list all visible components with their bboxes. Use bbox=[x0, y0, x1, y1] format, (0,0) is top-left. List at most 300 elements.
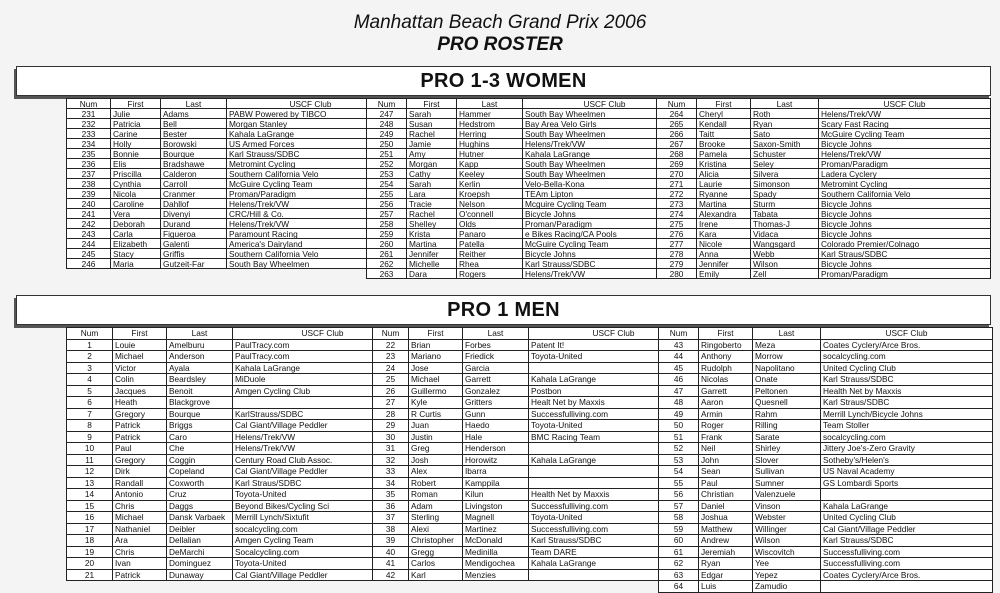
first-name: Roger bbox=[699, 420, 753, 432]
table-row bbox=[373, 443, 699, 455]
rider-number: 38 bbox=[373, 523, 409, 535]
uscf-club: Century Road Club Assoc. bbox=[233, 454, 413, 466]
uscf-club: Toyota-United bbox=[529, 512, 699, 524]
first-name: Aaron bbox=[699, 397, 753, 409]
table-row bbox=[373, 523, 699, 535]
uscf-club: Kahala LaGrange bbox=[821, 500, 993, 512]
table-row bbox=[367, 259, 687, 269]
rider-number: 31 bbox=[373, 443, 409, 455]
first-name: Sterling bbox=[409, 512, 463, 524]
rider-number: 255 bbox=[367, 189, 407, 199]
table-row bbox=[67, 249, 395, 259]
first-name: Elizabeth bbox=[111, 239, 161, 249]
uscf-club: Successfulliving.com bbox=[821, 546, 993, 558]
last-name: Wilson bbox=[753, 535, 821, 547]
table-row bbox=[373, 569, 699, 581]
rider-number: 271 bbox=[657, 179, 697, 189]
uscf-club: Helens/Trek/VW bbox=[819, 149, 991, 159]
rider-number: 46 bbox=[659, 374, 699, 386]
last-name: Medinilla bbox=[463, 546, 529, 558]
first-name: Heath bbox=[113, 397, 167, 409]
table-row bbox=[67, 362, 413, 374]
rider-number: 277 bbox=[657, 239, 697, 249]
rider-number: 1 bbox=[67, 339, 113, 351]
table-row bbox=[659, 374, 993, 386]
column-header: USCF Club bbox=[819, 99, 991, 109]
rider-number: 64 bbox=[659, 581, 699, 593]
last-name: Wilson bbox=[751, 259, 819, 269]
rider-number: 248 bbox=[367, 119, 407, 129]
table-row bbox=[67, 443, 413, 455]
table-row bbox=[367, 269, 687, 279]
uscf-club: Velo-Bella-Kona bbox=[523, 179, 687, 189]
uscf-club: South Bay Wheelmen bbox=[523, 159, 687, 169]
first-name: Karl bbox=[409, 569, 463, 581]
first-name: Patrick bbox=[113, 420, 167, 432]
last-name: Rogers bbox=[457, 269, 523, 279]
table-row bbox=[373, 454, 699, 466]
table-row bbox=[367, 249, 687, 259]
table-row bbox=[67, 569, 413, 581]
last-name: Keeley bbox=[457, 169, 523, 179]
table-row bbox=[659, 385, 993, 397]
first-name: Neil bbox=[699, 443, 753, 455]
rider-number: 252 bbox=[367, 159, 407, 169]
uscf-club: Proman/Paradigm bbox=[227, 189, 395, 199]
table-row bbox=[373, 477, 699, 489]
uscf-club: KarlStrauss/SDBC bbox=[233, 408, 413, 420]
first-name: Guillermo bbox=[409, 385, 463, 397]
column-header: First bbox=[113, 328, 167, 340]
uscf-club: Proman/Paradigm bbox=[523, 219, 687, 229]
first-name: Joshua bbox=[699, 512, 753, 524]
first-name: Shelley bbox=[407, 219, 457, 229]
rider-number: 7 bbox=[67, 408, 113, 420]
first-name: Anna bbox=[697, 249, 751, 259]
first-name: Patrick bbox=[113, 569, 167, 581]
rider-number: 63 bbox=[659, 569, 699, 581]
last-name: Dominguez bbox=[167, 558, 233, 570]
table-row bbox=[657, 239, 991, 249]
uscf-club: Team DARE bbox=[529, 546, 699, 558]
rider-number: 25 bbox=[373, 374, 409, 386]
rider-number: 40 bbox=[373, 546, 409, 558]
last-name: Silvera bbox=[751, 169, 819, 179]
first-name: John bbox=[699, 454, 753, 466]
rider-number: 18 bbox=[67, 535, 113, 547]
uscf-club: Bicycle Johns bbox=[819, 229, 991, 239]
last-name: Gunn bbox=[463, 408, 529, 420]
last-name: Zell bbox=[751, 269, 819, 279]
table-row bbox=[67, 139, 395, 149]
uscf-club: Paramount Racing bbox=[227, 229, 395, 239]
uscf-club: Amgen Cycling Team bbox=[233, 535, 413, 547]
first-name: Deborah bbox=[111, 219, 161, 229]
rider-number: 241 bbox=[67, 209, 111, 219]
first-name: Michael bbox=[113, 351, 167, 363]
table-row bbox=[657, 209, 991, 219]
table-row bbox=[657, 129, 991, 139]
first-name: Victor bbox=[113, 362, 167, 374]
rider-number: 231 bbox=[67, 109, 111, 119]
rider-number: 35 bbox=[373, 489, 409, 501]
uscf-club: US Naval Academy bbox=[821, 466, 993, 478]
uscf-club: Proman/Paradigm bbox=[819, 159, 991, 169]
rider-number: 13 bbox=[67, 477, 113, 489]
uscf-club: Metromint Cycling bbox=[819, 179, 991, 189]
first-name: Krista bbox=[407, 229, 457, 239]
table-row bbox=[657, 269, 991, 279]
uscf-club: socalcycling.com bbox=[821, 351, 993, 363]
uscf-club: Kahala LaGrange bbox=[529, 374, 699, 386]
first-name: Roman bbox=[409, 489, 463, 501]
table-row bbox=[373, 374, 699, 386]
uscf-club: Cal Giant/Village Peddler bbox=[821, 523, 993, 535]
column-header: First bbox=[409, 328, 463, 340]
last-name: Gritters bbox=[463, 397, 529, 409]
last-name: Quesnell bbox=[753, 397, 821, 409]
table-row bbox=[67, 512, 413, 524]
last-name: Meza bbox=[753, 339, 821, 351]
first-name: Elis bbox=[111, 159, 161, 169]
first-name: Alicia bbox=[697, 169, 751, 179]
rider-number: 11 bbox=[67, 454, 113, 466]
table-row bbox=[657, 249, 991, 259]
uscf-club: Bicycle Johns bbox=[523, 209, 687, 219]
uscf-club: United Cycling Club bbox=[821, 512, 993, 524]
table-row bbox=[367, 179, 687, 189]
last-name: Rhea bbox=[457, 259, 523, 269]
first-name: Dara bbox=[407, 269, 457, 279]
rider-number: 4 bbox=[67, 374, 113, 386]
last-name: Caro bbox=[167, 431, 233, 443]
uscf-club: Cal Giant/Village Peddler bbox=[233, 466, 413, 478]
rider-number: 8 bbox=[67, 420, 113, 432]
rider-number: 32 bbox=[373, 454, 409, 466]
table-row bbox=[373, 546, 699, 558]
table-row bbox=[373, 558, 699, 570]
uscf-club: Jittery Joe's-Zero Gravity bbox=[821, 443, 993, 455]
women-section-banner bbox=[16, 66, 991, 96]
column-header: USCF Club bbox=[523, 99, 687, 109]
first-name: Carla bbox=[111, 229, 161, 239]
first-name: Christian bbox=[699, 489, 753, 501]
uscf-club: Scary Fast Racing bbox=[819, 119, 991, 129]
last-name: Hammer bbox=[457, 109, 523, 119]
uscf-club: Successfulliving.com bbox=[529, 408, 699, 420]
rider-number: 48 bbox=[659, 397, 699, 409]
women-section-title: PRO 1-3 WOMEN bbox=[420, 70, 587, 92]
last-name: Magnell bbox=[463, 512, 529, 524]
rider-number: 249 bbox=[367, 129, 407, 139]
uscf-club: Patent It! bbox=[529, 339, 699, 351]
last-name: Dunaway bbox=[167, 569, 233, 581]
rider-number: 61 bbox=[659, 546, 699, 558]
first-name: Robert bbox=[409, 477, 463, 489]
uscf-club: Karl Strauss/SDBC bbox=[821, 535, 993, 547]
first-name: Daniel bbox=[699, 500, 753, 512]
rider-number: 42 bbox=[373, 569, 409, 581]
table-row bbox=[373, 535, 699, 547]
rider-number: 5 bbox=[67, 385, 113, 397]
rider-number: 237 bbox=[67, 169, 111, 179]
last-name: Dellalian bbox=[167, 535, 233, 547]
uscf-club: Helens/Trek/VW bbox=[233, 443, 413, 455]
last-name: DeMarchi bbox=[167, 546, 233, 558]
uscf-club: Kahala LaGrange bbox=[227, 129, 395, 139]
last-name: Galenti bbox=[161, 239, 227, 249]
uscf-club: Bay Area Velo Girls bbox=[523, 119, 687, 129]
rider-number: 266 bbox=[657, 129, 697, 139]
last-name: Hughins bbox=[457, 139, 523, 149]
first-name: Holly bbox=[111, 139, 161, 149]
column-header: Num bbox=[67, 99, 111, 109]
last-name: Zamudio bbox=[753, 581, 821, 593]
uscf-club: Successfulliving.com bbox=[529, 500, 699, 512]
column-header: Last bbox=[457, 99, 523, 109]
rider-number: 258 bbox=[367, 219, 407, 229]
last-name: Hale bbox=[463, 431, 529, 443]
first-name: Jacques bbox=[113, 385, 167, 397]
last-name: Herring bbox=[457, 129, 523, 139]
uscf-club: Postbon bbox=[529, 385, 699, 397]
first-name: Vera bbox=[111, 209, 161, 219]
uscf-club: TEAm Lipton bbox=[523, 189, 687, 199]
last-name: Adams bbox=[161, 109, 227, 119]
uscf-club: socalcycling.com bbox=[233, 523, 413, 535]
last-name: Bourque bbox=[161, 149, 227, 159]
rider-number: 276 bbox=[657, 229, 697, 239]
uscf-club: Morgan Stanley bbox=[227, 119, 395, 129]
table-row bbox=[67, 500, 413, 512]
rider-number: 232 bbox=[67, 119, 111, 129]
last-name: Sullivan bbox=[753, 466, 821, 478]
first-name: Louie bbox=[113, 339, 167, 351]
table-row bbox=[659, 397, 993, 409]
table-row bbox=[659, 489, 993, 501]
last-name: Cranmer bbox=[161, 189, 227, 199]
column-header: Last bbox=[753, 328, 821, 340]
last-name: Briggs bbox=[167, 420, 233, 432]
last-name: Slover bbox=[753, 454, 821, 466]
rider-number: 15 bbox=[67, 500, 113, 512]
rider-number: 280 bbox=[657, 269, 697, 279]
first-name: Mariano bbox=[409, 351, 463, 363]
table-row bbox=[657, 169, 991, 179]
table-header-row bbox=[367, 99, 687, 109]
table-row bbox=[657, 109, 991, 119]
table-row bbox=[67, 489, 413, 501]
table-row bbox=[659, 535, 993, 547]
rider-number: 10 bbox=[67, 443, 113, 455]
rider-number: 6 bbox=[67, 397, 113, 409]
rider-number: 16 bbox=[67, 512, 113, 524]
uscf-club: Ladera Cyclery bbox=[819, 169, 991, 179]
table-row bbox=[67, 189, 395, 199]
table-row bbox=[67, 149, 395, 159]
rider-number: 260 bbox=[367, 239, 407, 249]
last-name: Griffis bbox=[161, 249, 227, 259]
first-name: Kara bbox=[697, 229, 751, 239]
last-name: Dahllof bbox=[161, 199, 227, 209]
rider-number: 251 bbox=[367, 149, 407, 159]
table-row bbox=[67, 454, 413, 466]
first-name: Stacy bbox=[111, 249, 161, 259]
column-header: Num bbox=[67, 328, 113, 340]
last-name: Peltonen bbox=[753, 385, 821, 397]
rider-number: 272 bbox=[657, 189, 697, 199]
table-row bbox=[657, 139, 991, 149]
first-name: Bonnie bbox=[111, 149, 161, 159]
first-name: Taitt bbox=[697, 129, 751, 139]
last-name: Carroll bbox=[161, 179, 227, 189]
last-name: Livingston bbox=[463, 500, 529, 512]
rider-number: 240 bbox=[67, 199, 111, 209]
rider-number: 262 bbox=[367, 259, 407, 269]
last-name: Benoit bbox=[167, 385, 233, 397]
last-name: Reither bbox=[457, 249, 523, 259]
rider-number: 47 bbox=[659, 385, 699, 397]
table-row bbox=[659, 500, 993, 512]
table-row bbox=[67, 169, 395, 179]
uscf-club: Karl Strauss/SDBC bbox=[227, 149, 395, 159]
table-row bbox=[659, 558, 993, 570]
first-name: Alexandra bbox=[697, 209, 751, 219]
first-name: Jeremiah bbox=[699, 546, 753, 558]
first-name: Adam bbox=[409, 500, 463, 512]
table-row bbox=[373, 362, 699, 374]
first-name: Pamela bbox=[697, 149, 751, 159]
uscf-club: Karl Strauss/SDBC bbox=[821, 374, 993, 386]
first-name: Garrett bbox=[699, 385, 753, 397]
last-name: Vidaca bbox=[751, 229, 819, 239]
last-name: Haedo bbox=[463, 420, 529, 432]
last-name: Rahm bbox=[753, 408, 821, 420]
last-name: Amelburu bbox=[167, 339, 233, 351]
rider-number: 45 bbox=[659, 362, 699, 374]
last-name: Martinez bbox=[463, 523, 529, 535]
uscf-club: Amgen Cycling Club bbox=[233, 385, 413, 397]
rider-number: 21 bbox=[67, 569, 113, 581]
first-name: Gregg bbox=[409, 546, 463, 558]
uscf-club: GS Lombardi Sports bbox=[821, 477, 993, 489]
last-name: Sturm bbox=[751, 199, 819, 209]
first-name: Nicole bbox=[697, 239, 751, 249]
last-name: Webster bbox=[753, 512, 821, 524]
uscf-club: Merrill Lynch/Bicycle Johns bbox=[821, 408, 993, 420]
men-section-banner bbox=[16, 295, 991, 325]
last-name: Nelson bbox=[457, 199, 523, 209]
table-row bbox=[367, 129, 687, 139]
last-name: Coxworth bbox=[167, 477, 233, 489]
last-name: Mendigochea bbox=[463, 558, 529, 570]
rider-number: 20 bbox=[67, 558, 113, 570]
rider-number: 51 bbox=[659, 431, 699, 443]
first-name: Randall bbox=[113, 477, 167, 489]
first-name: Ivan bbox=[113, 558, 167, 570]
uscf-club: Mcguire Cycling Team bbox=[523, 199, 687, 209]
first-name: Irene bbox=[697, 219, 751, 229]
last-name: McDonald bbox=[463, 535, 529, 547]
uscf-club: Kahala LaGrange bbox=[529, 558, 699, 570]
rider-number: 269 bbox=[657, 159, 697, 169]
table-row bbox=[67, 420, 413, 432]
uscf-club: Team Stoller bbox=[821, 420, 993, 432]
rider-number: 254 bbox=[367, 179, 407, 189]
first-name: Dirk bbox=[113, 466, 167, 478]
table-row bbox=[367, 159, 687, 169]
uscf-club: PABW Powered by TIBCO bbox=[227, 109, 395, 119]
last-name: Durand bbox=[161, 219, 227, 229]
last-name: Coggin bbox=[167, 454, 233, 466]
table-row bbox=[367, 189, 687, 199]
uscf-club: Bicycle Johns bbox=[819, 219, 991, 229]
uscf-club: Bicycle Johns bbox=[819, 199, 991, 209]
first-name: Caroline bbox=[111, 199, 161, 209]
uscf-club: Colorado Premier/Colnago bbox=[819, 239, 991, 249]
first-name: Kyle bbox=[409, 397, 463, 409]
last-name: Bourque bbox=[167, 408, 233, 420]
last-name: Che bbox=[167, 443, 233, 455]
rider-number: 57 bbox=[659, 500, 699, 512]
last-name: Henderson bbox=[463, 443, 529, 455]
uscf-club: Bicycle Johns bbox=[819, 209, 991, 219]
rider-number: 49 bbox=[659, 408, 699, 420]
first-name: Patrick bbox=[113, 431, 167, 443]
first-name: Lara bbox=[407, 189, 457, 199]
last-name: Ayala bbox=[167, 362, 233, 374]
uscf-club: Karl Straus/SDBC bbox=[819, 249, 991, 259]
first-name: Justin bbox=[409, 431, 463, 443]
uscf-club: Coates Cyclery/Arce Bros. bbox=[821, 569, 993, 581]
first-name: Michael bbox=[113, 512, 167, 524]
last-name: Cruz bbox=[167, 489, 233, 501]
first-name: Chris bbox=[113, 546, 167, 558]
uscf-club: United Cycling Club bbox=[821, 362, 993, 374]
uscf-club: PaulTracy.com bbox=[233, 339, 413, 351]
table-row bbox=[659, 443, 993, 455]
rider-number: 243 bbox=[67, 229, 111, 239]
last-name: Thomas-J bbox=[751, 219, 819, 229]
column-header: First bbox=[407, 99, 457, 109]
table-row bbox=[67, 535, 413, 547]
uscf-club: South Bay Wheelmen bbox=[523, 109, 687, 119]
column-header: Num bbox=[373, 328, 409, 340]
last-name: Blackgrove bbox=[167, 397, 233, 409]
first-name: Michelle bbox=[407, 259, 457, 269]
first-name: Paul bbox=[113, 443, 167, 455]
rider-number: 34 bbox=[373, 477, 409, 489]
rider-number: 28 bbox=[373, 408, 409, 420]
first-name: Luis bbox=[699, 581, 753, 593]
rider-number: 9 bbox=[67, 431, 113, 443]
last-name: Seley bbox=[751, 159, 819, 169]
women-roster-table-3 bbox=[656, 98, 991, 279]
first-name: Cathy bbox=[407, 169, 457, 179]
rider-number: 274 bbox=[657, 209, 697, 219]
last-name: Horowitz bbox=[463, 454, 529, 466]
rider-number: 29 bbox=[373, 420, 409, 432]
last-name: Borowski bbox=[161, 139, 227, 149]
column-header: USCF Club bbox=[227, 99, 395, 109]
last-name: Kroepsh bbox=[457, 189, 523, 199]
rider-number: 55 bbox=[659, 477, 699, 489]
first-name: Priscilla bbox=[111, 169, 161, 179]
uscf-club: Karl Strauss/SDBC bbox=[523, 259, 687, 269]
uscf-club: Karl Straus/SDBC bbox=[233, 477, 413, 489]
table-header-row bbox=[657, 99, 991, 109]
last-name: Kilun bbox=[463, 489, 529, 501]
